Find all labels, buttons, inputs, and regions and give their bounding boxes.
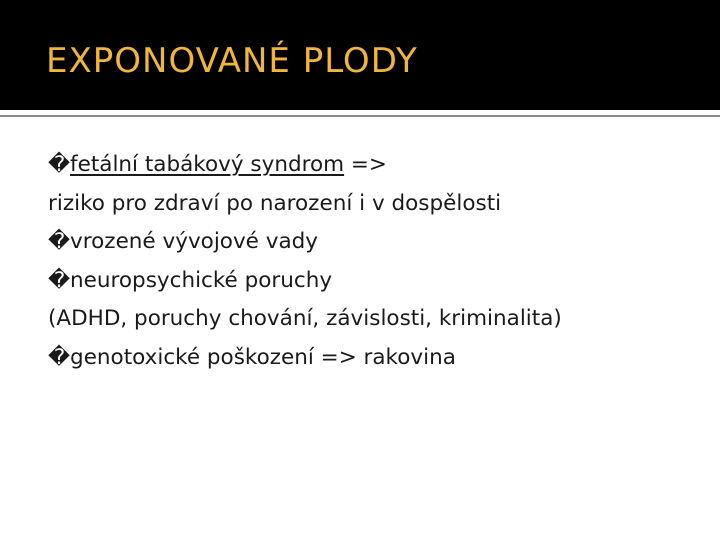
bullet-item-3-continuation: (ADHD, poruchy chování, závislosti, kriminalita): [48, 306, 562, 331]
bullet-marker-icon: �: [48, 267, 71, 293]
bullet-item-3-text: neuropsychické poruchy: [70, 267, 333, 293]
bullet-item-4: [48, 339, 718, 378]
bullet-marker-icon: �: [48, 344, 71, 370]
bullet-item-3: [48, 262, 718, 301]
slide-body: [48, 146, 718, 377]
bullet-item-1-term: fetální tabákový syndrom: [70, 152, 345, 177]
bullet-item-2-text: vrozené vývojové vady: [70, 229, 319, 254]
slide-title: EXPONOVANÉ PLODY: [46, 41, 418, 81]
bullet-item-1: [48, 146, 718, 185]
bullet-marker-icon: �: [48, 152, 71, 177]
bullet-item-1-rest: =>: [344, 152, 387, 177]
bullet-item-2: [48, 223, 718, 262]
header-divider: [0, 115, 720, 117]
bullet-item-1-continuation: riziko pro zdraví po narození i v dospělosti: [48, 190, 502, 216]
slide-header: [0, 0, 720, 110]
bullet-marker-icon: �: [48, 229, 71, 254]
bullet-item-4-text: genotoxické poškození => rakovina: [70, 344, 456, 370]
